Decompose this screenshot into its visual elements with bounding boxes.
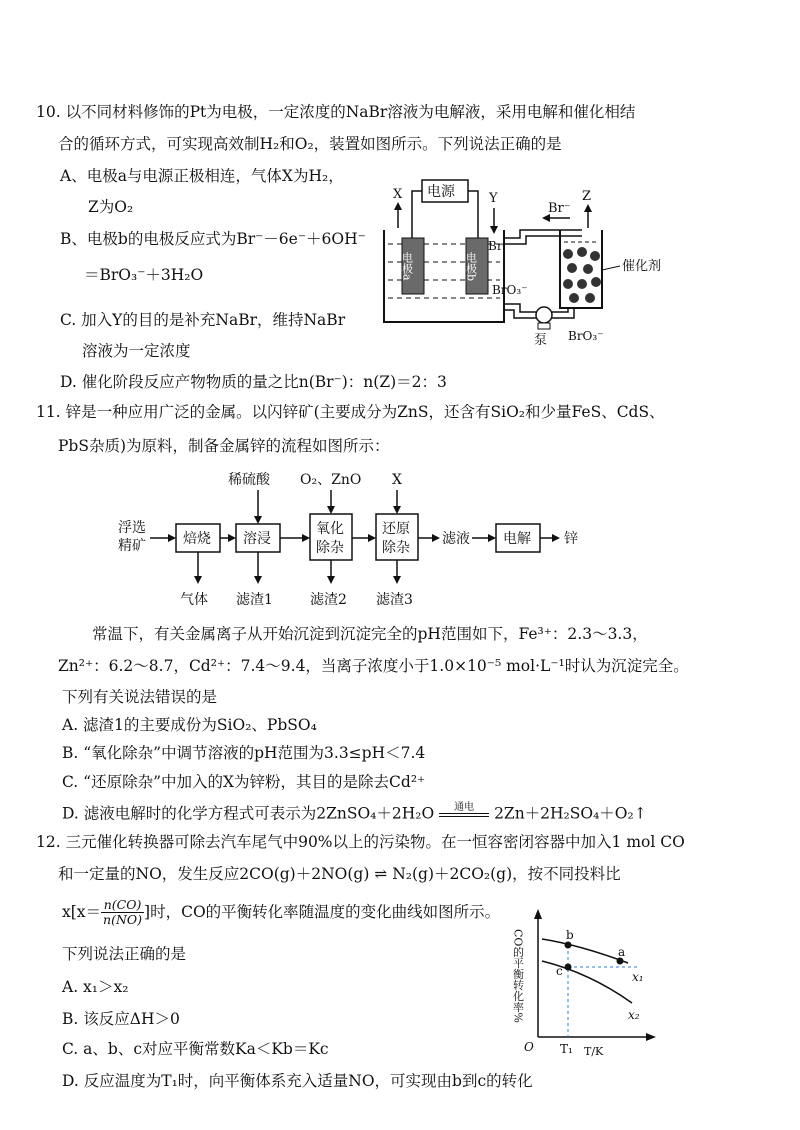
point-b [565,942,572,949]
q12-line3 [62,898,500,928]
q11-para2: Zn²⁺：6.2～8.7，Cd²⁺：7.4～9.4，当离子浓度小于1.0×10⁻⁵ mol·L⁻¹时认为沉淀完全。 [58,657,689,675]
fraction-numerator: n(CO) [101,898,144,913]
power-supply-label: 电源 [427,184,455,200]
q11-optD [62,803,647,823]
q11-optA: A. 滤渣1的主要成份为SiO₂、PbSO₄ [62,716,317,734]
flow-box-reduce-1: 还原 [382,521,410,537]
q11-para1: 常温下，有关金属离子从开始沉淀到沉淀完全的pH范围如下，Fe³⁺：2.3～3.3， [92,625,648,643]
flow-input-x: X [392,472,402,488]
point-c [565,964,572,971]
point-c-label: c [556,964,563,978]
q10-optC-1: C. 加入Y的目的是补充NaBr，维持NaBr [60,311,346,329]
q11-line1: 11. 锌是一种应用广泛的金属。以闪锌矿(主要成分为ZnS，还含有SiO₂和少量FeS、CdS、 [36,403,665,421]
point-b-label: b [566,928,574,942]
bro3-bottom-label: BrO₃⁻ [568,329,604,343]
q10-optA-1: A、电极a与电源正极相连，气体X为H₂， [60,167,344,185]
fraction-denominator: n(NO) [103,912,143,928]
equals-double-line [439,813,489,817]
flow-input-acid: 稀硫酸 [228,472,270,488]
q10-optA-2: Z为O₂ [88,198,134,216]
flow-box-oxidize-1: 氧化 [316,521,344,537]
q12-line1: 12. 三元催化转换器可除去汽车尾气中90%以上的污染物。在一恒容密闭容器中加入1 mol CO [36,833,685,851]
q11-optD-cond-text: 通电 [454,802,475,813]
q12-optB: B. 该反应ΔH＞0 [62,1010,180,1028]
flow-filtrate: 滤液 [442,531,470,547]
flow-start-1: 浮选 [118,520,146,536]
flow-output-residue1: 滤渣1 [236,592,273,608]
q11-line2: PbS杂质)为原料，制备金属锌的流程如图所示： [58,437,390,455]
flow-box-leach: 溶浸 [243,531,271,547]
curve-x1 [542,939,628,963]
flow-output-gas: 气体 [180,592,208,608]
gas-z-label: Z [582,189,592,204]
graph-t1: T₁ [560,1042,573,1056]
graph-ylabel: CO的平衡转化率% [511,929,525,1023]
flow-box-reduce-2: 除杂 [382,540,410,556]
q12-line3-pre: x[x＝ [62,902,102,921]
flow-output-residue3: 滤渣3 [376,592,413,608]
q10-optB-2: ＝BrO₃⁻＋3H₂O [84,266,204,284]
q11-optD-condition [439,803,489,823]
br-inner-label: Br⁻ [488,239,509,253]
flow-input-o2zno: O₂、ZnO [300,472,362,488]
q12-optA: A. x₁＞x₂ [62,978,129,996]
flow-product: 锌 [564,531,578,547]
q12-line3-post: ]时，CO的平衡转化率随温度的变化曲线如图所示。 [144,902,501,921]
q11-optD-post: 2Zn＋2H₂SO₄＋O₂↑ [494,804,647,823]
q11-optC: C. “还原除杂”中加入的X为锌粉，其目的是除去Cd²⁺ [62,773,426,791]
pump-label: 泵 [534,333,548,348]
br-top-label: Br⁻ [548,201,571,216]
flow-start-2: 精矿 [118,538,146,554]
flow-box-oxidize-2: 除杂 [316,540,344,556]
zinc-flowchart [100,462,600,612]
ratio-fraction [101,898,144,928]
electrolysis-diagram [370,172,670,350]
q10-line1: 10. 以不同材料修饰的Pt为电极，一定浓度的NaBr溶液为电解液，采用电解和催化相结 [36,103,636,121]
curve-x2-label: x₂ [628,1008,640,1022]
catalyst-label: 催化剂 [622,259,662,274]
q12-optC: C. a、b、c对应平衡常数Ka＜Kb＝Kc [62,1040,329,1058]
flow-output-residue2: 滤渣2 [310,592,347,608]
bro3-inner-label: BrO₃⁻ [492,283,528,297]
q12-line2: 和一定量的NO，发生反应2CO(g)＋2NO(g) ⇌ N₂(g)＋2CO₂(g)，按不同投料比 [58,865,621,883]
input-y-label: Y [489,191,498,206]
q11-optB: B. “氧化除杂”中调节溶液的pH范围为3.3≤pH＜7.4 [62,744,426,762]
electrode-a-label: 电极a [400,252,414,281]
q10-optC-2: 溶液为一定浓度 [82,342,191,360]
q11-stem: 下列有关说法错误的是 [62,688,218,706]
graph-xlabel: T/K [584,1045,604,1058]
graph-origin: O [524,1040,534,1054]
conversion-graph [510,905,660,1065]
q11-optD-pre: D. 滤液电解时的化学方程式可表示为2ZnSO₄＋2H₂O [62,804,435,823]
flow-box-electrolysis: 电解 [503,531,531,547]
q12-stem: 下列说法正确的是 [62,945,187,963]
electrode-b-label: 电极b [464,252,478,282]
q10-optD: D. 催化阶段反应产物物质的量之比n(Br⁻)：n(Z)＝2：3 [60,373,447,391]
flow-box-roast: 焙烧 [183,531,211,547]
curve-x1-label: x₁ [632,970,644,984]
q10-optB-1: B、电极b的电极反应式为Br⁻－6e⁻＋6OH⁻ [60,230,366,248]
gas-x-label: X [393,187,403,202]
point-a-label: a [618,945,626,959]
q12-optD: D. 反应温度为T₁时，向平衡体系充入适量NO，可实现由b到c的转化 [62,1072,533,1090]
q10-line2: 合的循环方式，可实现高效制H₂和O₂，装置如图所示。下列说法正确的是 [58,135,562,153]
